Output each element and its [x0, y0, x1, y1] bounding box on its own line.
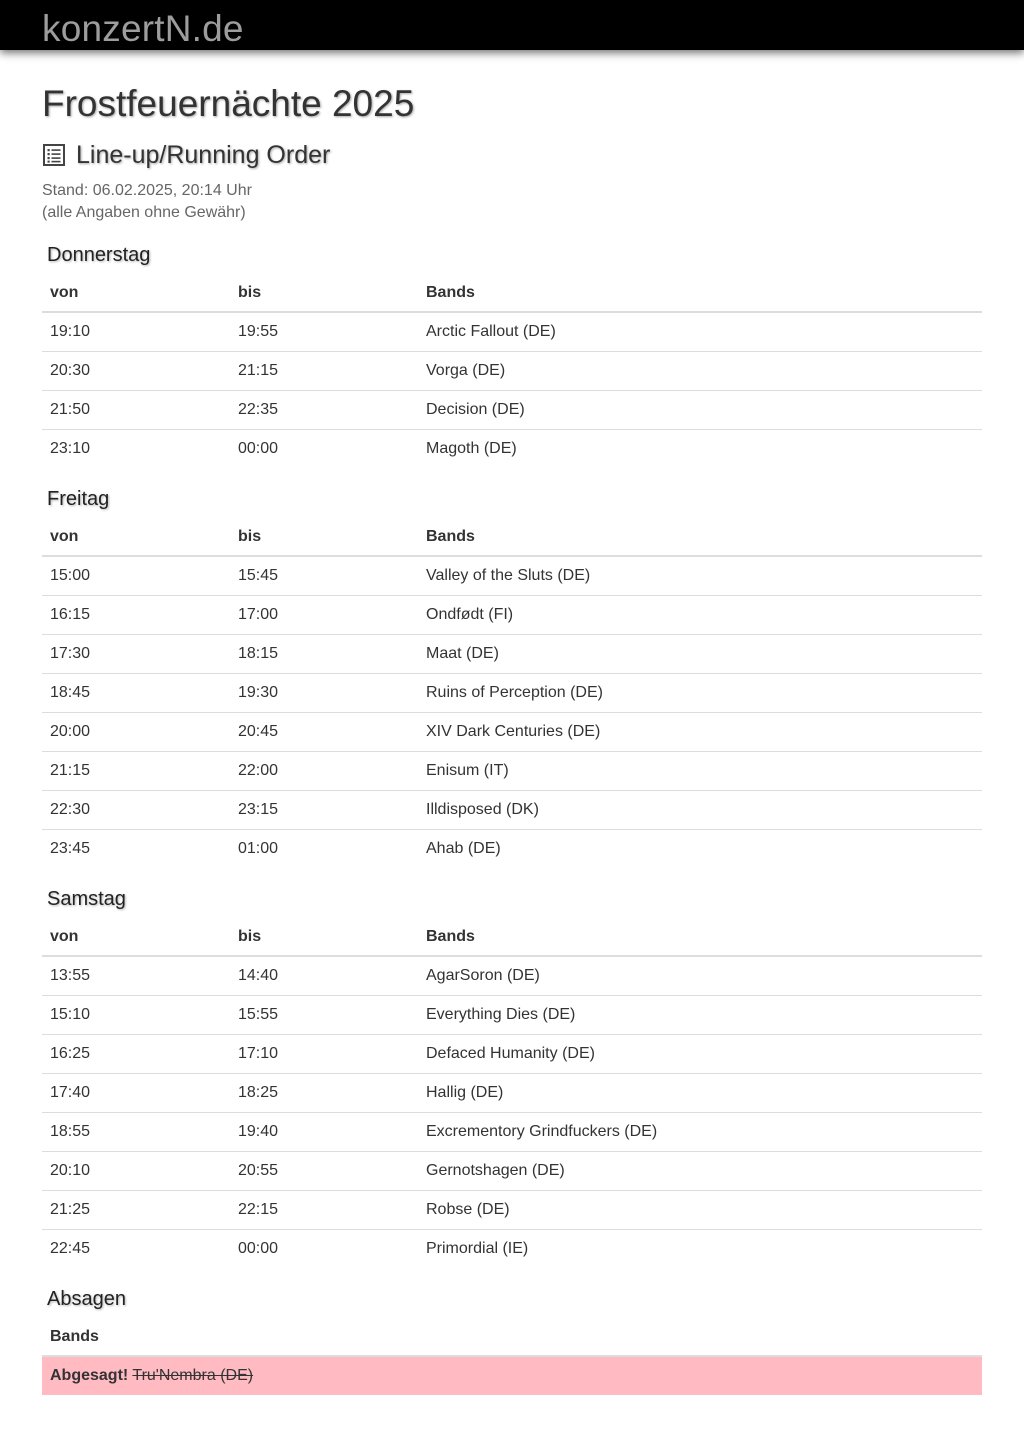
column-header-von: von: [42, 918, 230, 956]
cell-band: XIV Dark Centuries (DE): [418, 712, 982, 751]
cell-start-time: 20:10: [42, 1151, 230, 1190]
cell-end-time: 14:40: [238, 966, 279, 984]
cell-end-time: 01:00: [230, 829, 418, 868]
cancellations-body: [42, 1356, 982, 1395]
day-block: [42, 242, 982, 468]
column-header-bis: bis: [230, 518, 418, 556]
table-row: [42, 829, 982, 868]
cell-start-time: 16:25: [42, 1034, 230, 1073]
cell-band: Arctic Fallout (DE): [426, 322, 556, 340]
day-block: [42, 886, 982, 1268]
table-row: [42, 956, 982, 995]
column-header-von: von: [42, 274, 230, 312]
table-row: [42, 556, 982, 595]
cell-band: Magoth (DE): [418, 429, 982, 468]
cell-cancelled-band: [42, 1356, 982, 1395]
table-row: [42, 995, 982, 1034]
cell-end-time: 17:10: [230, 1034, 418, 1073]
cancellations-header-row: [42, 1318, 982, 1356]
day-title: Freitag: [47, 488, 110, 510]
cell-end-time: 17:00: [230, 595, 418, 634]
table-header-row: [42, 518, 982, 556]
table-row: [42, 1073, 982, 1112]
section-title-text: Line-up/Running Order: [76, 141, 331, 169]
day-title: Donnerstag: [47, 244, 151, 266]
cell-end-time: 18:15: [230, 634, 418, 673]
table-row: [42, 790, 982, 829]
cell-end-time: 21:15: [230, 351, 418, 390]
cancellations-title: Absagen: [47, 1288, 126, 1310]
cell-start-time: 20:30: [42, 351, 230, 390]
cell-end-time: 15:45: [238, 566, 279, 584]
table-row: [42, 595, 982, 634]
cancelled-badge: Abgesagt!: [50, 1367, 129, 1384]
column-header-bands: Bands: [42, 1318, 982, 1356]
cell-end-time: 22:35: [230, 390, 418, 429]
cell-band: Maat (DE): [418, 634, 982, 673]
column-header-bis: bis: [230, 918, 418, 956]
cell-band: Ondfødt (FI): [418, 595, 982, 634]
cell-start-time: 20:00: [42, 712, 230, 751]
table-row: [42, 1034, 982, 1073]
table-row: [42, 673, 982, 712]
cell-start-time: 21:25: [42, 1190, 230, 1229]
cell-band: Ahab (DE): [418, 829, 982, 868]
day-title: Samstag: [47, 888, 126, 910]
cell-band: Vorga (DE): [418, 351, 982, 390]
cell-end-time: 19:30: [230, 673, 418, 712]
disclaimer: (alle Angaben ohne Gewähr): [42, 204, 246, 221]
table-row: [42, 1151, 982, 1190]
cell-band: Hallig (DE): [418, 1073, 982, 1112]
cell-start-time: 21:15: [42, 751, 230, 790]
list-icon: [43, 144, 65, 166]
table-row: [42, 634, 982, 673]
table-header-row: [42, 274, 982, 312]
column-header-bis: bis: [230, 274, 418, 312]
cell-end-time: 19:55: [238, 322, 279, 340]
table-row: [42, 751, 982, 790]
cell-start-time: 23:10: [42, 429, 230, 468]
cell-band: Defaced Humanity (DE): [418, 1034, 982, 1073]
cell-start-time: 22:45: [42, 1229, 230, 1268]
schedule-days: [42, 242, 982, 1268]
column-header-bands: Bands: [418, 918, 982, 956]
cancellations-table: [42, 1318, 982, 1395]
cell-end-time: 22:00: [230, 751, 418, 790]
column-header-bands: Bands: [418, 274, 982, 312]
cell-band: Ruins of Perception (DE): [418, 673, 982, 712]
cell-start-time: 17:30: [42, 634, 230, 673]
table-row: [42, 1112, 982, 1151]
cell-band: Gernotshagen (DE): [418, 1151, 982, 1190]
cell-start-time: 21:50: [42, 390, 230, 429]
status-timestamp: Stand: 06.02.2025, 20:14 Uhr: [42, 182, 252, 199]
cell-start-time: 16:15: [42, 595, 230, 634]
table-row: [42, 312, 982, 351]
cell-start-time: 15:10: [42, 995, 230, 1034]
brand-link[interactable]: konzertN.de: [42, 8, 244, 49]
cell-band: Valley of the Sluts (DE): [426, 566, 591, 584]
table-row: [42, 1190, 982, 1229]
cell-band: Primordial (IE): [418, 1229, 982, 1268]
cancelled-band-name: Tru'Nembra (DE): [132, 1367, 254, 1384]
navbar: [0, 0, 1024, 50]
status-info: [42, 180, 982, 224]
cell-band: Everything Dies (DE): [418, 995, 982, 1034]
cancelled-row: [42, 1356, 982, 1395]
table-row: [42, 351, 982, 390]
cell-end-time: 00:00: [230, 429, 418, 468]
schedule-table: [42, 274, 982, 468]
cell-band: Enisum (IT): [418, 751, 982, 790]
cell-band: Excrementory Grindfuckers (DE): [418, 1112, 982, 1151]
cell-start-time: 23:45: [42, 829, 230, 868]
table-row: [42, 390, 982, 429]
table-row: [42, 429, 982, 468]
cell-end-time: 19:40: [230, 1112, 418, 1151]
cell-end-time: 15:55: [230, 995, 418, 1034]
cell-start-time: 18:55: [42, 1112, 230, 1151]
table-row: [42, 712, 982, 751]
section-title: [42, 138, 982, 172]
cell-start-time: 17:40: [42, 1073, 230, 1112]
column-header-bands: Bands: [418, 518, 982, 556]
cell-band: Illdisposed (DK): [418, 790, 982, 829]
cell-start-time: 18:45: [42, 673, 230, 712]
schedule-table: [42, 518, 982, 868]
cell-band: AgarSoron (DE): [426, 966, 540, 984]
day-block: [42, 486, 982, 868]
column-header-von: von: [42, 518, 230, 556]
cell-band: Robse (DE): [418, 1190, 982, 1229]
cancellations-block: [42, 1286, 982, 1395]
cell-end-time: 22:15: [230, 1190, 418, 1229]
page-title: Frostfeuernächte 2025: [42, 83, 415, 124]
cell-end-time: 23:15: [230, 790, 418, 829]
cell-start-time: 22:30: [42, 790, 230, 829]
cell-end-time: 18:25: [230, 1073, 418, 1112]
cell-start-time: 19:10: [50, 322, 91, 340]
cell-end-time: 20:55: [230, 1151, 418, 1190]
cell-band: Decision (DE): [418, 390, 982, 429]
cell-start-time: 13:55: [50, 966, 91, 984]
table-header-row: [42, 918, 982, 956]
cell-end-time: 00:00: [230, 1229, 418, 1268]
schedule-table: [42, 918, 982, 1268]
cell-end-time: 20:45: [230, 712, 418, 751]
cell-start-time: 15:00: [50, 566, 91, 584]
main-content: [42, 80, 982, 1395]
table-row: [42, 1229, 982, 1268]
